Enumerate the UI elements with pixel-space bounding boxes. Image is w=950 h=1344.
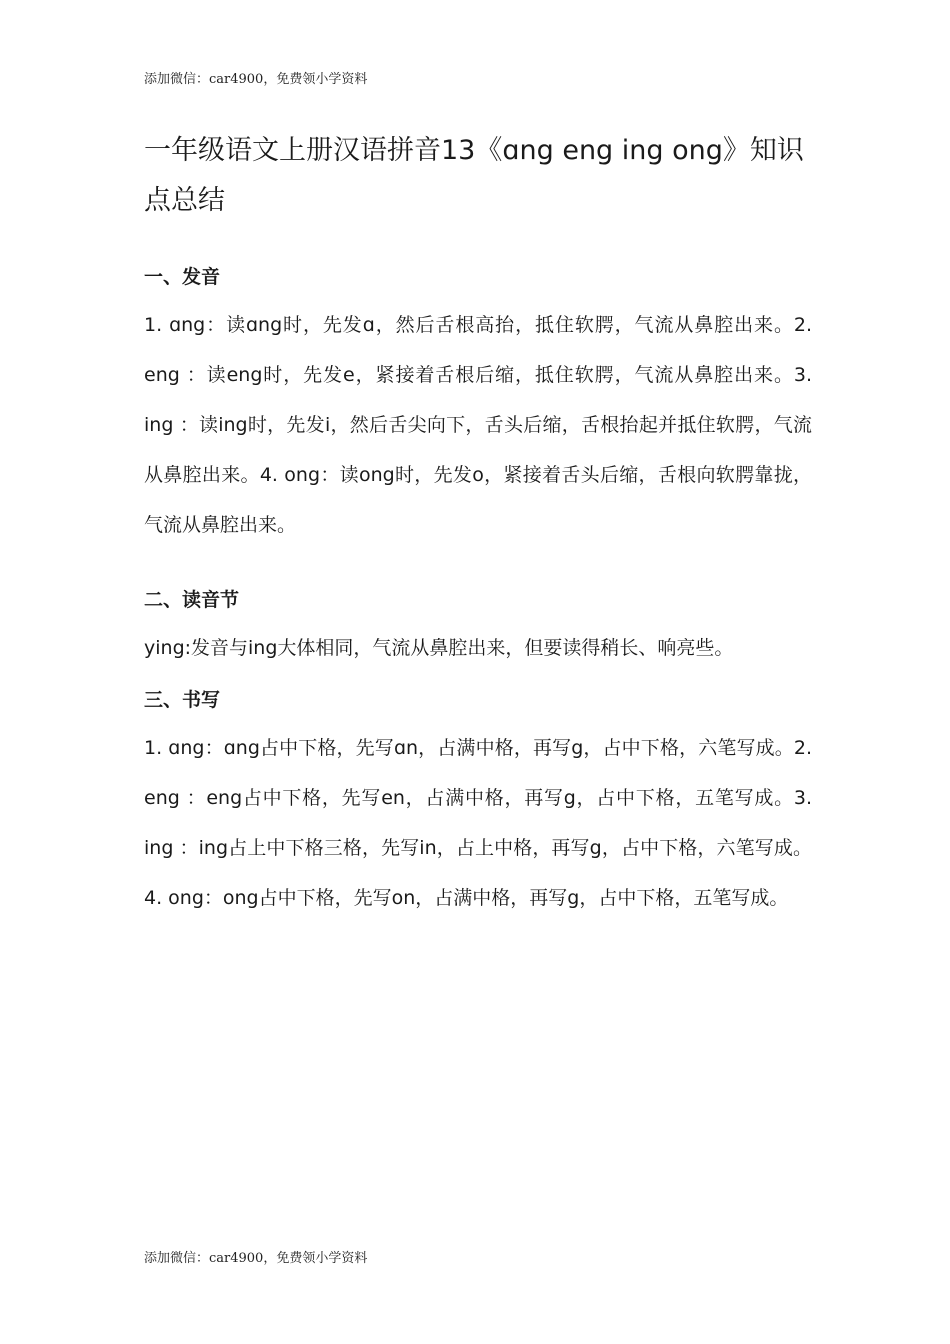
section-heading-pronunciation: 一、发音 bbox=[144, 266, 221, 288]
section-body-pronunciation: 1. ɑng：读ɑng时，先发ɑ，然后舌根高抬，抵住软腭，气流从鼻腔出来。2. eng ：读eng时，先发e，紧接着舌根后缩，抵住软腭，气流从鼻腔出来。3. ing ：读ing时，先发i，然后舌尖向下，舌头后缩，舌根抬起并抵住软腭，气流从鼻腔出来。4. ong：读ong时，先发o，紧接着舌头后缩，舌根向软腭靠拢，气流从鼻腔出来。 bbox=[144, 314, 812, 536]
footer-note: 添加微信：car4900，免费领小学资料 bbox=[144, 1251, 368, 1266]
page-title: 一年级语文上册汉语拼音13《ɑng eng ing ong》知识点总结 bbox=[144, 135, 804, 216]
section-heading-writing: 三、书写 bbox=[144, 689, 221, 711]
section-body-writing: 1. ɑng：ɑng占中下格，先写ɑn，占满中格，再写g，占中下格，六笔写成。2. eng ：eng占中下格，先写en，占满中格，再写g，占中下格，五笔写成。3. ing ：ing占上中下格三格，先写in，占上中格，再写g，占中下格，六笔写成。4. ong：ong占中下格，先写on，占满中格，再写g，占中下格，五笔写成。 bbox=[144, 737, 812, 909]
section-heading-syllable: 二、读音节 bbox=[144, 589, 240, 611]
header-note: 添加微信：car4900，免费领小学资料 bbox=[144, 72, 368, 87]
section-body-syllable: ying:发音与ing大体相同，气流从鼻腔出来，但要读得稍长、响亮些。 bbox=[144, 637, 734, 659]
